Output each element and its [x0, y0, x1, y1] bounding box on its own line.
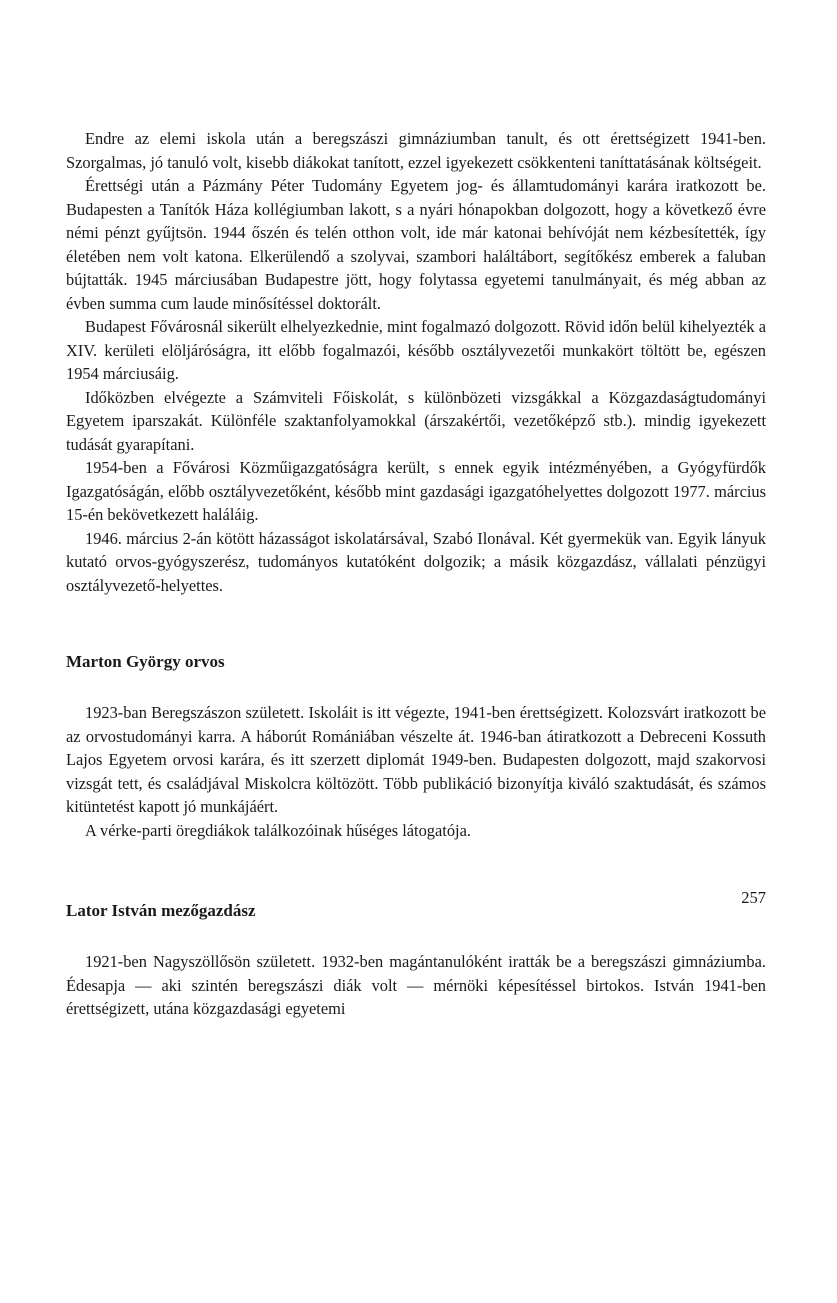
paragraph: A vérke-parti öregdiákok találkozóinak hűséges látogatója. [85, 820, 471, 840]
page-content [66, 127, 766, 1021]
paragraph: 1946. március 2-án kötött házasságot iskolatársával, Szabó Ilonával. Két gyermekük van. Egyik lányuk kutató orvos-gyógyszerész, tudományos kutatóként dolgozik; a másik közgazdász, vállalati pénzügyi osztályvezető-helyettes. [66, 528, 766, 595]
paragraph: Érettségi után a Pázmány Péter Tudomány Egyetem jog- és államtudományi karára iratkozott be. Budapesten a Tanítók Háza kollégiumban lakott, s a nyári hónapokban dolgozott, hogy a következő évre némi pénzt gyűjtsön. 1944 őszén és telén otthon volt, ide már katonai behívóját nem kézbesítették, így életében nem volt katona. Elkerülendő a szolyvai, szambori haláltábort, segítőkész emberek a faluban bújtatták. 1945 márciusában Budapestre jött, hogy folytassa egyetemi tanulmányait, és még abban az évben summa cum laude minősítéssel doktorált. [66, 176, 766, 313]
person-profession: orvos [184, 652, 225, 671]
page-number: 257 [741, 888, 766, 907]
heading-marton-gyorgy [66, 650, 766, 674]
section-marton [66, 701, 766, 842]
person-name: Lator István [66, 901, 157, 920]
paragraph: Időközben elvégezte a Számviteli Főiskolát, s különbözeti vizsgákkal a Közgazdaságtudományi Egyetem iparszakát. Különféle szaktanfolyamokkal (árszakértői, vezetőképző stb.). mindig igyekezett tudását gyarapítani. [66, 387, 766, 454]
section-endre [66, 127, 766, 597]
person-profession: mezőgazdász [161, 901, 256, 920]
section-lator [66, 950, 766, 1021]
paragraph: 1921-ben Nagyszöllősön született. 1932-ben magántanulóként iratták be a beregszászi gimnáziumba. Édesapja — aki szintén beregszászi diák volt — mérnöki képesítéssel birtokos. István 1941-ben érettségizett, utána közgazdasági egyetemi [66, 952, 766, 1018]
paragraph: Endre az elemi iskola után a beregszászi gimnáziumban tanult, és ott érettségizett 1941-ben. Szorgalmas, jó tanuló volt, kisebb diákokat tanított, ezzel igyekezett csökkenteni taníttatásának költségeit. [66, 129, 766, 172]
person-name: Marton György [66, 652, 181, 671]
paragraph: Budapest Fővárosnál sikerült elhelyezkednie, mint fogalmazó dolgozott. Rövid időn belül kihelyezték a XIV. kerületi elöljáróságra, itt előbb fogalmazói, később osztályvezetői munkakört töltött be, egészen 1954 márciusáig. [66, 317, 766, 383]
paragraph: 1923-ban Beregszászon született. Iskoláit is itt végezte, 1941-ben érettségizett. Kolozsvárt iratkozott be az orvostudományi karra. A háborút Romániában vészelte át. 1946-ban átiratkozott a Debreceni Kossuth Lajos Egyetem orvosi karára, és itt szerzett diplomát 1949-ben. Budapesten dolgozott, majd szakorvosi vizsgát tett, és családjával Miskolcra költözött. Több publikáció bizonyítja kiváló szaktudását, és számos kitüntetést kapott jó munkájáért. [66, 703, 766, 816]
paragraph: 1954-ben a Fővárosi Közműigazgatóságra került, s ennek egyik intézményében, a Gyógyfürdők Igazgatóságán, előbb osztályvezetőként, később mint gazdasági igazgatóhelyettes dolgozott 1977. március 15-én bekövetkezett haláláig. [66, 458, 766, 524]
heading-lator-istvan [66, 899, 766, 923]
